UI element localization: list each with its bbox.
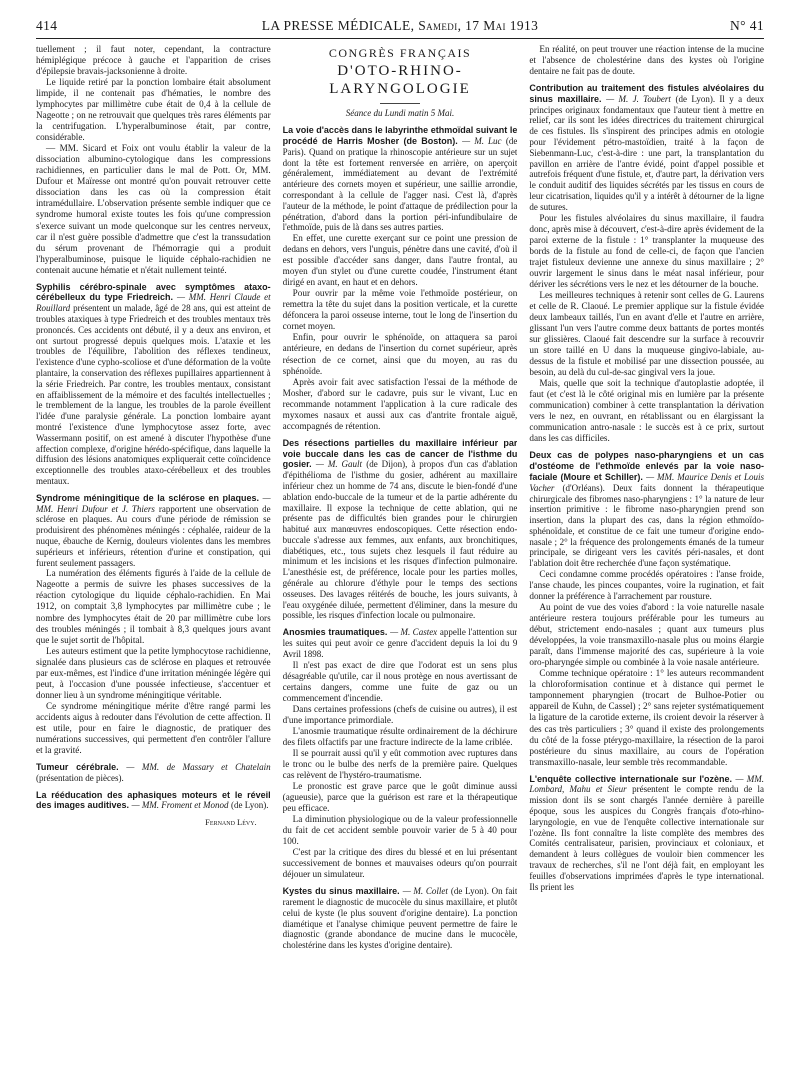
heading-authors: — MM. de Massary et Chatelain	[126, 761, 271, 772]
page-header	[36, 18, 764, 34]
heading-authors: — MM. Froment et Monod	[131, 800, 229, 811]
heading-title: Anosmies traumatiques.	[282, 627, 388, 638]
section-heading-polypes	[529, 450, 764, 569]
heading-text: (de Lyon).	[230, 800, 269, 811]
paragraph: Après avoir fait avec satisfaction l'essai de la méthode de Mosher, d'abord sur le cadavre, puis sur le vivant, Luc en recommande notamment l'application à la cure radicale des myxomes nasaux et aussi aux cas d'antrite frontale aiguë, accompagnés de rétention.	[282, 376, 518, 431]
heading-text: appelle l'attention sur les suites qui peut avoir ce genre d'accident depuis la loi du 9 Avril 1898.	[282, 627, 518, 659]
heading-text: (de Lyon). On fait rarement le diagnostic de mucocèle du sinus maxillaire, et plutôt celui de kyste (le plus souvent d'origine dentaire). La ponction diamétique et l'analyse chimique peuvent permettre de faire le diagnostic (grande abondance de mucine dans le mucocèle, cholestérine dans les kystes d'origine dentaire).	[282, 886, 518, 951]
paragraph: Dans certaines professions (chefs de cuisine ou autres), il est d'une importance primordiale.	[282, 703, 518, 725]
paragraph: — MM. Sicard et Foix ont voulu établir la valeur de la dissociation albumino-cytologique dans les compressions rachidiennes, en particulier dans le mal de Pott. Or, MM. Dufour et Maïresse ont montré qu'on pouvait retrouver cette dissociation dans les cas où la compression était intramédullaire. L'observation présente semble indiquer que ce syndrome humoral existe toutes les fois qu'une compression s'exerce suivant un mode quelconque sur les centres nerveux, car il n'est guère possible d'admettre que c'est la transsudation du sérum provenant de l'hémorragie qui a produit l'hyperalbuminose, puisque le liquide céphalo-rachidien ne contenait aucune hématie et n'était nullement teinté.	[36, 143, 271, 275]
paragraph: Comme technique opératoire : 1° les auteurs recommandent la chloroformisation continue et à distance qui permet le tamponnement pharyngien (trocart de Bulhoe-Potier ou appareil de Kuhn, de Cassel) ; 2° sans rejeter systématiquement la ligature de la carotide externe, ils croient devoir la réserver à des cas très particuliers ; 3° quand il existe des prolongements du côté de la fosse ptérygo-maxillaire, la résection de la paroi postérieure du sinus maxillaire, au cours de l'opération transmaxillo-nasale, leur semble très recommandable.	[529, 668, 765, 767]
heading-title: Syndrome méningitique de la sclérose en plaques.	[36, 492, 260, 503]
heading-text: présentent le compte rendu de la mission dont ils se sont chargés l'année dernière à pareille époque, sous les auspices du Congrès français d'oto-rhino-laryngologie, en vue de l'enquête collective internationale sur l'ozène. Ils font connaître la liste complète des membres des Comités centralisateur, parisien, provinciaux et coloniaux, et demandent à leurs collègues de vouloir bien commencer les travaux de recherches, s'il ne l'ont déjà fait, en employant les feuilles d'observations imprimées d'après le type international. Ils prient les	[529, 784, 765, 892]
section-heading-ozene	[529, 774, 764, 893]
section-heading-reeducation	[36, 790, 271, 812]
section-heading-resections	[283, 438, 518, 622]
congress-title-block	[283, 46, 518, 119]
heading-text: rapportent une observation de sclérose en plaques. Au cours d'une période de rémission se produisirent des phénomènes méningés : céphalée, raideur de la nuque, ébauche de Kernig, douleurs violentes dans les membres supérieurs et inférieurs, rétention d'urine et constipation, qui furent seulement passagers.	[36, 503, 271, 568]
congress-title-line1: CONGRÈS FRANÇAIS	[328, 46, 472, 60]
paragraph: Les meilleures techniques à retenir sont celles de G. Laurens et celle de R. Claoué. Le premier applique sur la fistule évidée deux lambeaux taillés, l'un en avant d'elle et l'autre en arrière, glissant l'un vers l'autre comme deux battants de portes montés sur glissières. Claoué fait descendre sur la surface à recouvrir un store taillé en U dans la muqueuse gingivo-labiale, au-dessus de la fistule et mobilisé par une dissection poussée, au besoin, au delà du cul-de-sac gingival vers la joue.	[529, 289, 765, 378]
paragraph: Mais, quelle que soit la technique d'autoplastie adoptée, il faut (et c'est là le côté original mis en lumière par la présente communication) combiner à cette transplantation la dérivation vers le nez, en ouvrant, en rétablissant ou en élargissant la communication antro-nasale : le succès est à ce prix, surtout dans les cas difficiles.	[529, 378, 765, 444]
paragraph: Ce syndrome méningitique mérite d'être rangé parmi les accidents aigus à redouter dans l'évolution de cette affection. Il est utile, pour en faire le diagnostic, de pratiquer des numérations successives, qui permettent d'en contrôler l'allure et la gravité.	[36, 700, 271, 755]
heading-title: Tumeur cérébrale.	[36, 761, 119, 772]
paragraph: Pour ouvrir par la même voie l'ethmoïde postérieur, on remettra la tête du sujet dans la position verticale, et la curette défoncera la paroi osseuse interne, tout le long de l'insertion du cornet moyen.	[282, 288, 518, 332]
heading-text: (de Lyon). Il y a deux principes originaux fondamentaux que l'auteur tient à mettre en relief, car ils sont les idées directrices du traitement chirurgical de ces fistules. Ils s'inspirent des principes admis en otologie pour l'évidement pétro-mastoïdien, traité à la façon de Siebenmann-Luc, c'est-à-dire : une part, la transplantation du pavillon en arrière de l'antre évidé, point d'appel possible et autrefois fréquent d'une fistule, et, d'autre part, la dérivation vers le conduit auditif des liquides sécrétés par les tissus en cours de leur cicatrisation, liquides qu'il y a intérêt à détourner de la ligne de sutures.	[529, 93, 765, 212]
paragraph: tuellement ; il faut noter, cependant, la contracture hémiplégique précoce à gauche et l'apparition de crises d'épilepsie bravais-jacksonienne à droite.	[36, 44, 271, 77]
section-heading-anosmies	[283, 627, 518, 659]
section-heading-fistules	[529, 83, 764, 213]
heading-authors: — M. Castex	[390, 627, 438, 638]
heading-title: L'enquête collective internationale sur l'ozène.	[529, 773, 733, 784]
heading-authors: — MM. Henri Dufour et J. Thiers	[36, 492, 271, 514]
paragraph: La diminution physiologique ou de la valeur professionnelle du fait de cet accident semble pouvoir varier de 5 à 40 pour 100.	[282, 814, 518, 847]
paragraph: Il n'est pas exact de dire que l'odorat est un sens plus désagréable qu'utile, car il nous protège en nous avertissant de certains dangers, comme une fuite de gaz ou un commencement d'incendie.	[282, 659, 518, 703]
heading-title: Contribution au traitement des fistules alvéolaires du sinus maxillaire.	[529, 83, 765, 104]
paragraph: Au point de vue des voies d'abord : la voie naturelle nasale antérieure restera toujours préférable pour les tumeurs au début, strictement endo-nasales ; quant aux tumeurs plus développées, la voie transmaxillo-nasale plus ou moins élargie paraît, dans l'immense majorité des cas, supérieure à la voie oro-pharyngée simple ou combinée à la voie nasale antérieure.	[529, 602, 765, 668]
paragraph: Les auteurs estiment que la petite lymphocytose rachidienne, signalée dans plusieurs cas de sclérose en plaques et retrouvée par eux-mêmes, est l'indice d'une irritation méningée légère qui peut, à l'occasion d'une poussée infectieuse, s'accentuer et donner lieu à un syndrome méningitique véritable.	[36, 645, 271, 700]
paragraph: En réalité, on peut trouver une réaction intense de la mucine et l'absence de cholestérine dans des kystes où l'origine dentaire ne fait pas de doute.	[529, 44, 765, 77]
heading-title: Des résections partielles du maxillaire inférieur par voie buccale dans les cas de cancer de l'isthme du gosier.	[282, 437, 518, 470]
heading-authors: — M. J. Toubert	[606, 93, 671, 104]
section-heading-ethmoide	[283, 125, 518, 233]
column-middle	[283, 44, 518, 1078]
paragraph: En effet, une curette exerçant sur ce point une pression de dedans en dehors, vers l'unguis, pénètre dans une cavité, d'où il est possible d'accéder sans danger, dans l'autre frontal, au moyen d'un stylet ou d'une curette coudée, l'instrument étant dirigé en avant, en haut et en dehors.	[282, 233, 518, 288]
heading-text: (de Dijon), à propos d'un cas d'ablation d'épithélioma de l'isthme du gosier, adhérent au maxillaire inférieur chez un homme de 74 ans, discute le bien-fondé d'une ablation endo-buccale de la tumeur et de la partie adhérente du maxillaire. Il expose la technique de cette ablation, qui ne présente pas de difficultés bien grandes pour le chirurgien habitué aux manœuvres endoscopiques. Cette résection endo-buccale s'adresse aux femmes, aux enfants, aux bronchitiques, diabétiques, etc., tous sujets chez lesquels il faut réduire au minimum et les incisions et les risques d'infection pulmonaire. L'anesthésie est, de préférence, locale pour les parties molles, générale au chlorure d'éthyle pour le temps des sections osseuses. Des lavages réitérés de bouche, les jours suivants, à l'eau oxygénée diluée, permettent d'éliminer, dans la mesure du possible, les risques d'infection locale ou pulmonaire.	[282, 459, 518, 621]
section-heading-tumeur	[36, 762, 271, 784]
journal-title: LA PRESSE MÉDICALE, Samedi, 17 Mai 1913	[261, 18, 539, 33]
paragraph: C'est par la critique des dires du blessé et en lui présentant successivement de bonnes et mauvaises odeurs qu'on pourrait déjouer un simulateur.	[282, 847, 518, 880]
section-heading-kystes	[283, 886, 518, 951]
paragraph: Enfin, pour ouvrir le sphénoïde, on attaquera sa paroi antérieure, en dedans de l'insertion du cornet supérieur, après résection de ce cornet, ainsi que du moyen, au ras du sphénoïde.	[282, 332, 518, 376]
heading-authors: — MM. Henri Claude et Rouillard	[36, 292, 271, 314]
paragraph: Ceci condamne comme procédés opératoires : l'anse froide, l'anse chaude, les pinces coupantes, voire la rugination, et fait donner la préférence à l'arrachement par rousture.	[529, 569, 765, 602]
heading-title: Kystes du sinus maxillaire.	[282, 886, 400, 897]
paragraph: Le pronostic est grave parce que le goût diminue aussi (agueusie), parce que la guérison est rare et la thérapeutique peu efficace.	[282, 781, 518, 814]
heading-text: (présentation de pièces).	[36, 772, 124, 783]
page-number: 414	[36, 18, 58, 33]
heading-authors: — MM. Lombard, Mahu et Sieur	[529, 773, 765, 795]
paragraph: La numération des éléments figurés à l'aide de la cellule de Nageotte a permis de suivre les phases successives de la réaction cytologique du liquide céphalo-rachidien. En Mai 1912, on comptait 3,8 lymphocytes par millimètre cube ; le nombre des lymphocytes était de 20 par millimètre cube lors des troubles méningés ; il tombait à 8,3 quelques jours avant que le sujet sortit de l'hôpital.	[36, 568, 271, 645]
heading-title: La voie d'accès dans le labyrinthe ethmoïdal suivant le procédé de Harris Mosher (de Boston).	[282, 125, 518, 146]
heading-text: (d'Orléans). Deux faits donnent la thérapeutique chirurgicale des fibromes naso-pharyngiens : 1° la nature de leur insertion primitive : le fibrome naso-pharyngien prend son insertion, dans la plupart des cas, dans la région ethmoïdo-sphénoïdale, et constitue de ce fait une tumeur d'origine endo-nasale ; 2° la fréquence des prolongements émanés de la tumeur principale, se dirigeant vers les cavités péri-nasales, et dont l'ablation doit être recherchée d'une façon systématique.	[529, 482, 765, 569]
paragraph: Il se pourrait aussi qu'il y eût commotion avec ruptures dans le tronc ou le bulbe des nerfs de la première paire. Quelques cas relèvent de l'hystéro-traumatisme.	[282, 747, 518, 780]
section-heading-syphilis	[36, 282, 271, 487]
column-right	[529, 44, 764, 1078]
heading-authors: — M. Gault	[315, 459, 363, 470]
article-columns	[36, 44, 764, 1078]
section-heading-sclerose	[36, 493, 271, 569]
heading-authors: — MM. Maurice Denis et Louis Vacher	[529, 471, 764, 493]
congress-title-line2: D'OTO-RHINO-LARYNGOLOGIE	[329, 63, 471, 98]
heading-text: (de Paris). Quand on pratique la rhinoscopie antérieure sur un sujet dont la tête est fortement renversée en arrière, on aperçoit généralement, immédiatement au devant de l'extrémité antérieure des cornets moyen et supérieur, une saillie arrondie, correspondant à la cellule de l'agger nasi. C'est là, d'après l'auteur de la méthode, le point d'attaque de prédilection pour la pénétration, d'abord dans la portion péri-infundibulaire de l'ethmoïde, puis de là dans ses autres parties.	[282, 135, 518, 233]
session-date: Séance du Lundi matin 5 Mai.	[345, 108, 455, 119]
signature: Fernand Lévy.	[205, 817, 257, 828]
heading-text: présentent un malade, âgé de 28 ans, qui est atteint de troubles ataxiques à type Friedreich et des troubles mentaux très prononcés. Ces accidents ont débuté, il y a deux ans environ, et ont surtout progressé depuis quelques mois. L'ataxie et les troubles de l'équilibre, l'abolition des réflexes tendineux, l'existence d'une cypho-scoliose et d'une déformation de la voûte plantaire, la conservation des réflexes pupillaires appartiennent à la série Friedreich. Par contre, les troubles mentaux, consistant en affaiblissement de la mémoire et des facultés intellectuelles ; le tremblement de la langue, les troubles de la parole éveillent l'idée d'une paralysie générale. La ponction lombaire ayant montré l'existence d'une lymphocytose assez forte, avec Wassermann positif, on est amené à discuter l'hypothèse d'une affection complexe, d'origine hérédo-spécifique, dans laquelle la diffusion des lésions anatomiques expliquerait cette coïncidence exceptionnelle des troubles ataxo-cérébelleux et des troubles mentaux.	[36, 303, 271, 486]
heading-title: Syphilis cérébro-spinale avec symptômes ataxo-cérébelleux du type Friedreich.	[36, 281, 271, 303]
paragraph: Pour les fistules alvéolaires du sinus maxillaire, il faudra donc, après mise à découvert, c'est-à-dire après évidement de la paroi externe de la fistule : 1° transplanter la muqueuse des bords de la fistule au fond de celle-ci, de façon que l'ancien trajet fistuleux devienne une annexe du sinus maxillaire ; 2° ouvrir largement le sinus dans le méat nasal inférieur, pour dériver les sécrétions vers le nez et les détourner de la bouche.	[529, 212, 765, 289]
paragraph: L'anosmie traumatique résulte ordinairement de la déchirure des filets olfactifs par une fracture indirecte de la lame criblée.	[282, 725, 518, 747]
heading-authors: — M. Luc	[462, 135, 502, 146]
paragraph: Le liquide retiré par la ponction lombaire était absolument limpide, il ne contenait pas d'hématies, le nombre des lymphocytes par millimètre cube était de 0,4 à la cellule de Nageotte ; on ne retrouvait que quelques très rares éléments par la centrifugation. L'hyperalbuminose était, par contre, considérable.	[36, 77, 271, 143]
heading-title: La rééducation des aphasiques moteurs et le réveil des images auditives.	[36, 789, 271, 811]
heading-title: Deux cas de polypes naso-pharyngiens et un cas d'ostéome de l'ethmoïde enlevés par la voie naso-faciale (Moure et Schiller).	[529, 450, 765, 482]
column-left	[36, 44, 271, 1078]
divider	[380, 103, 420, 104]
header-rule	[36, 38, 764, 39]
heading-authors: — M. Collet	[402, 886, 448, 897]
issue-number: N° 41	[729, 18, 764, 33]
